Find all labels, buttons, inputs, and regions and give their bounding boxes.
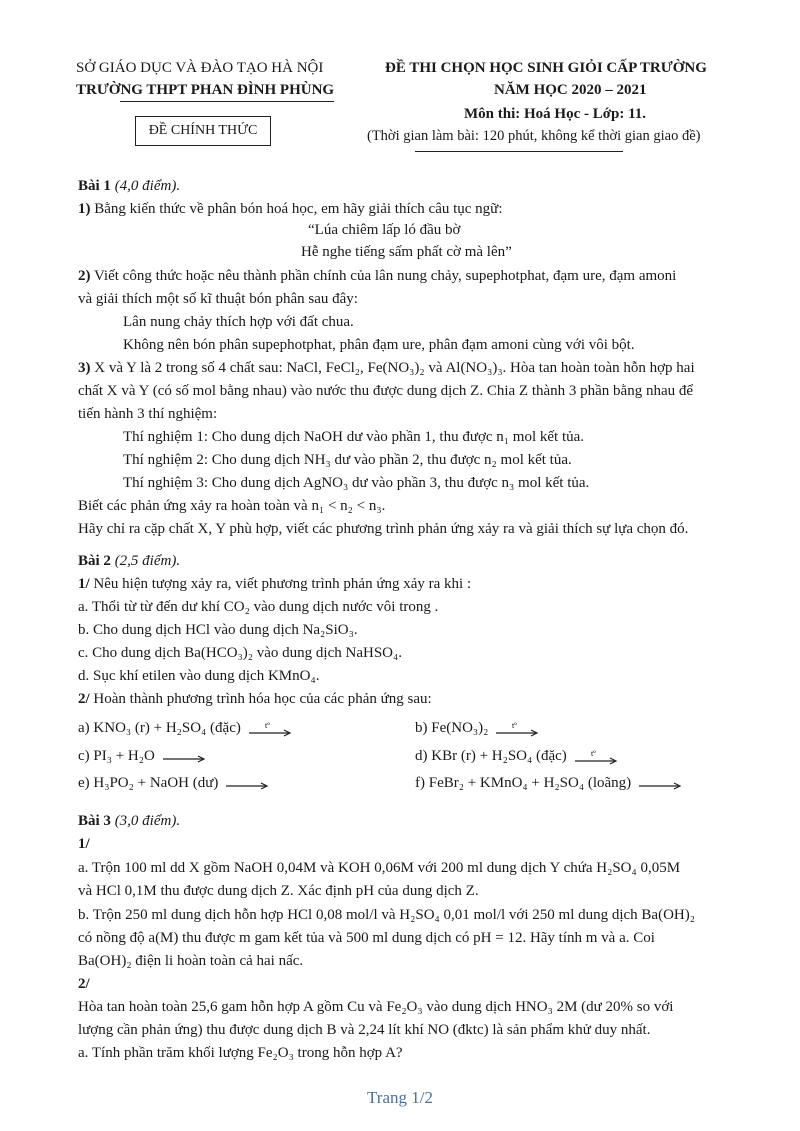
duration-underline [415, 151, 623, 152]
bai2-q2: 2/ Hoàn thành phương trình hóa học của các phản ứng sau: [78, 691, 432, 707]
exam-title: ĐỀ THI CHỌN HỌC SINH GIỎI CẤP TRƯỜNG [385, 60, 707, 76]
bai3-c-line1: Hòa tan hoàn toàn 25,6 gam hỗn hợp A gồm Cu và Fe₂O₃ vào dung dịch HNO₃ 2M (dư 20% so với [78, 999, 674, 1015]
bai3-a-line1: a. Trộn 100 ml dd X gồm NaOH 0,04M và KOH 0,06M với 200 ml dung dịch Y chứa H₂SO₄ 0,05M [78, 860, 681, 876]
reaction-d: d) KBr (r) + H₂SO₄ (đặc) tº [415, 746, 619, 766]
bai3-part2: 2/ [78, 976, 90, 992]
experiment-3: Thí nghiệm 3: Cho dung dịch AgNO₃ dư vào phần 3, thu được n₃ mol kết tủa. [123, 475, 590, 491]
arrow-icon [163, 750, 207, 764]
school-underline [120, 101, 334, 102]
exam-duration: (Thời gian làm bài: 120 phút, không kể thời gian giao đề) [367, 128, 701, 144]
reaction-c: c) PI₃ + H₂O [78, 746, 207, 766]
arrow-icon [639, 777, 683, 791]
bai2-item-b: b. Cho dung dịch HCl vào dung dịch Na₂SiO₃. [78, 622, 358, 638]
svg-text:tº: tº [264, 721, 270, 730]
svg-text:tº: tº [590, 749, 596, 758]
bai2-item-c: c. Cho dung dịch Ba(HCO₃)₂ vào dung dịch NaHSO₄. [78, 645, 402, 661]
bai3-b-line1: b. Trộn 250 ml dung dịch hỗn hợp HCl 0,08 mol/l và H₂SO₄ 0,01 mol/l với 250 ml dung dịch Ba(OH)₂ [78, 907, 695, 923]
reaction-e: e) H₃PO₂ + NaOH (dư) [78, 773, 270, 793]
reaction-f: f) FeBr₂ + KMnO₄ + H₂SO₄ (loãng) [415, 773, 683, 793]
official-exam-box: ĐỀ CHÍNH THỨC [135, 116, 271, 146]
bai3-part1: 1/ [78, 836, 90, 852]
bai3-c-line3: a. Tính phần trăm khối lượng Fe₂O₃ trong hỗn hợp A? [78, 1045, 403, 1061]
heat-arrow-icon [249, 722, 293, 736]
experiment-2: Thí nghiệm 2: Cho dung dịch NH₃ dư vào phần 2, thu được n₂ mol kết tủa. [123, 452, 572, 468]
bai1-q1: 1) Bằng kiến thức về phân bón hoá học, em hãy giải thích câu tục ngữ: [78, 201, 503, 217]
bai1-q2-item1: Lân nung chảy thích hợp với đất chua. [123, 314, 354, 330]
bai2-item-a: a. Thổi từ từ đến dư khí CO₂ vào dung dịch nước vôi trong . [78, 599, 439, 615]
bai1-condition: Biết các phản ứng xảy ra hoàn toàn và n₁ < n₂ < n₃. [78, 498, 386, 514]
department-name: SỞ GIÁO DỤC VÀ ĐÀO TẠO HÀ NỘI [76, 60, 324, 76]
bai2-item-d: d. Sục khí etilen vào dung dịch KMnO₄. [78, 668, 320, 684]
bai2-q1: 1/ Nêu hiện tượng xảy ra, viết phương trình phản ứng xảy ra khi : [78, 576, 472, 592]
experiment-1: Thí nghiệm 1: Cho dung dịch NaOH dư vào phần 1, thu được n₁ mol kết tủa. [123, 429, 585, 445]
school-name: TRƯỜNG THPT PHAN ĐÌNH PHÙNG [76, 82, 335, 98]
arrow-icon [226, 777, 270, 791]
bai1-q2-item2: Không nên bón phân supephotphat, phân đạm ure, phân đạm amoni cùng với vôi bột. [123, 337, 635, 353]
bai1-q2-cont: và giải thích một số kĩ thuật bón phân sau đây: [78, 291, 358, 307]
bai1-q3: 3) X và Y là 2 trong số 4 chất sau: NaCl, FeCl₂, Fe(NO₃)₂ và Al(NO₃)₃. Hòa tan hoàn toàn hỗn hợp hai [78, 360, 695, 376]
bai1-q2: 2) Viết công thức hoặc nêu thành phần chính của lân nung chảy, supephotphat, đạm ure, đạm amoni [78, 268, 677, 284]
bai3-b-line3: Ba(OH)₂ điện li hoàn toàn cả hai nấc. [78, 953, 304, 969]
svg-text:tº: tº [512, 721, 517, 730]
bai1-q3-cont2: tiến hành 3 thí nghiệm: [78, 406, 218, 422]
bai1-heading: Bài 1 (4,0 điểm). [78, 178, 181, 194]
proverb-line1: “Lúa chiêm lấp ló đầu bờ [308, 222, 461, 238]
proverb-line2: Hễ nghe tiếng sấm phất cờ mà lên” [301, 244, 512, 260]
page-number: Trang 1/2 [367, 1088, 433, 1107]
bai3-a-line2: và HCl 0,1M thu được dung dịch Z. Xác định pH của dung dịch Z. [78, 883, 479, 899]
bai1-question: Hãy chỉ ra cặp chất X, Y phù hợp, viết các phương trình phản ứng xảy ra và giải thích sự lựa chọn đó. [78, 521, 689, 537]
bai3-heading: Bài 3 (3,0 điểm). [78, 813, 181, 829]
school-year: NĂM HỌC 2020 – 2021 [494, 82, 647, 98]
exam-subject: Môn thi: Hoá Học - Lớp: 11. [464, 106, 647, 122]
bai2-heading: Bài 2 (2,5 điểm). [78, 553, 181, 569]
heat-arrow-icon [575, 750, 619, 764]
bai3-b-line2: có nồng độ a(M) thu được m gam kết tủa và 500 ml dung dịch có pH = 12. Hãy tính m và a. Coi [78, 930, 655, 946]
bai3-c-line2: lượng cần phản ứng) thu được dung dịch B và 2,24 lít khí NO (đktc) là sản phẩm khử duy nhất. [78, 1022, 651, 1038]
heat-arrow-icon [496, 722, 540, 736]
reaction-b: b) Fe(NO₃)₂ tº [415, 718, 540, 738]
bai1-q3-cont1: chất X và Y (có số mol bằng nhau) vào nước thu được dung dịch Z. Chia Z thành 3 phần bằng nhau để [78, 383, 694, 399]
reaction-a: a) KNO₃ (r) + H₂SO₄ (đặc) tº [78, 718, 293, 738]
